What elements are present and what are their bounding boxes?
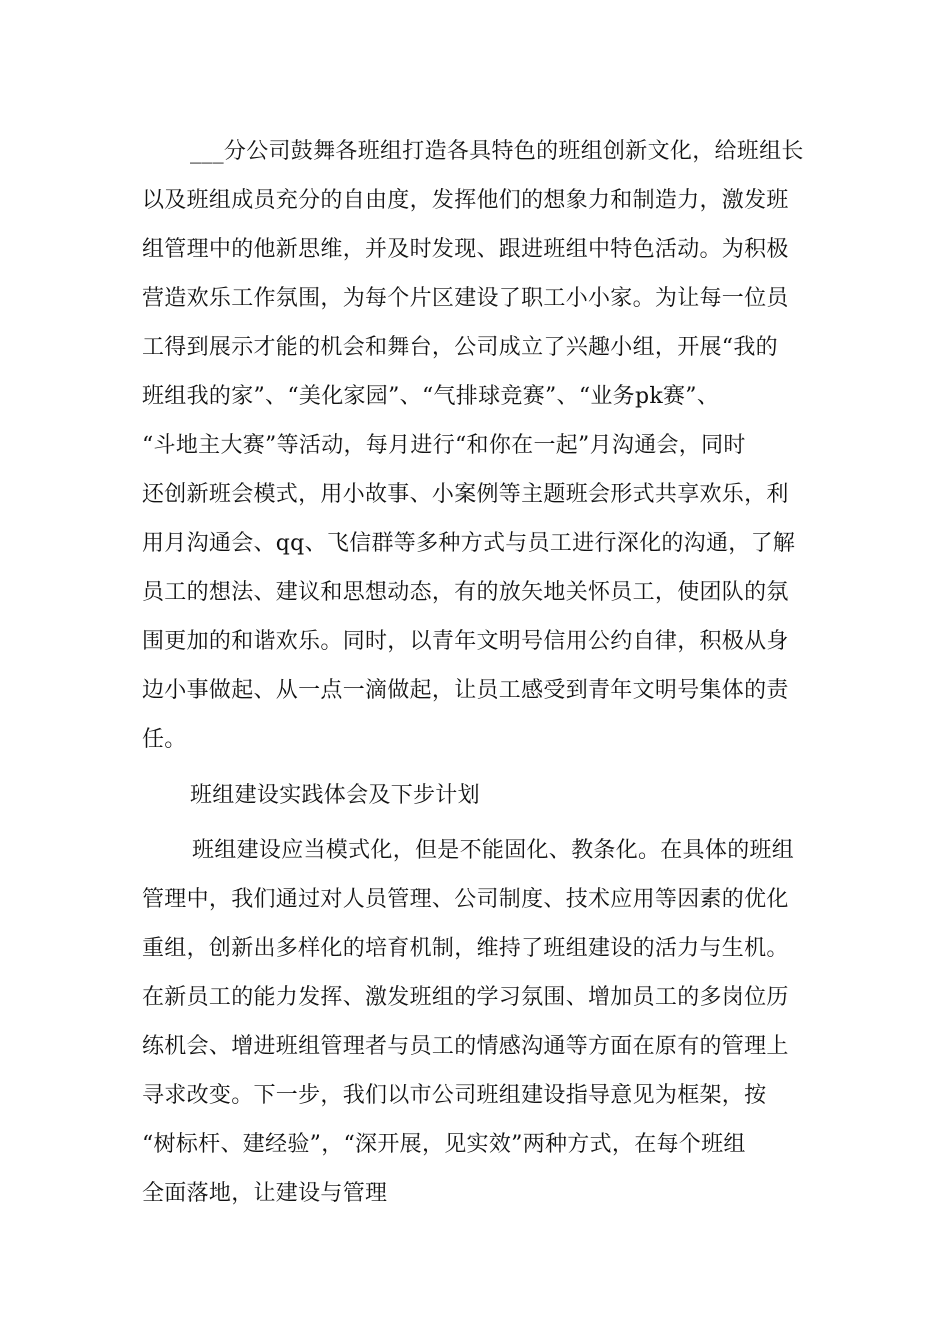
paragraph-1-line-3: 组管理中的他新思维，并及时发现、跟进班组中特色活动。为积极	[142, 237, 789, 262]
paragraph-1-line-1: ___分公司鼓舞各班组打造各具特色的班组创新文化，给班组长	[190, 139, 804, 164]
paragraph-1-line-12: 边小事做起、从一点一滴做起，让员工感受到青年文明号集体的责	[142, 678, 789, 703]
paragraph-1-line-6: 班组我的家”、“美化家园”、“气排球竞赛”、“业务pk赛”、	[142, 384, 720, 409]
section-heading: 班组建设实践体会及下步计划	[190, 783, 480, 808]
paragraph-1-line-8: 还创新班会模式，用小故事、小案例等主题班会形式共享欢乐，利	[142, 482, 789, 507]
paragraph-2-line-5: 练机会、增进班组管理者与员工的情感沟通等方面在原有的管理上	[142, 1034, 789, 1059]
paragraph-1-line-9: 用月沟通会、qq、飞信群等多种方式与员工进行深化的沟通，了解	[142, 531, 796, 556]
paragraph-1-line-4: 营造欢乐工作氛围，为每个片区建设了职工小小家。为让每一位员	[142, 286, 789, 311]
paragraph-1-line-7: “斗地主大赛”等活动，每月进行“和你在一起”月沟通会，同时	[142, 433, 746, 458]
paragraph-2-line-2: 管理中，我们通过对人员管理、公司制度、技术应用等因素的优化	[142, 887, 789, 912]
paragraph-1-line-10: 员工的想法、建议和思想动态，有的放矢地关怀员工，使团队的氛	[142, 580, 789, 605]
paragraph-2-line-3: 重组，创新出多样化的培育机制，维持了班组建设的活力与生机。	[142, 936, 789, 961]
paragraph-1-line-2: 以及班组成员充分的自由度，发挥他们的想象力和制造力，激发班	[142, 188, 789, 213]
paragraph-1-line-11: 围更加的和谐欢乐。同时，以青年文明号信用公约自律，积极从身	[142, 629, 789, 654]
paragraph-1-line-13: 任。	[142, 727, 187, 752]
paragraph-2-line-7: “树标杆、建经验”，“深开展，见实效”两种方式，在每个班组	[142, 1132, 746, 1157]
paragraph-2-line-4: 在新员工的能力发挥、激发班组的学习氛围、增加员工的多岗位历	[142, 985, 789, 1010]
paragraph-2-line-1: 班组建设应当模式化，但是不能固化、教条化。在具体的班组	[192, 838, 795, 863]
paragraph-1-line-5: 工得到展示才能的机会和舞台，公司成立了兴趣小组，开展“我的	[142, 335, 778, 360]
paragraph-2-line-6: 寻求改变。下一步，我们以市公司班组建设指导意见为框架，按	[142, 1083, 767, 1108]
paragraph-2-line-8: 全面落地，让建设与管理	[142, 1181, 388, 1206]
